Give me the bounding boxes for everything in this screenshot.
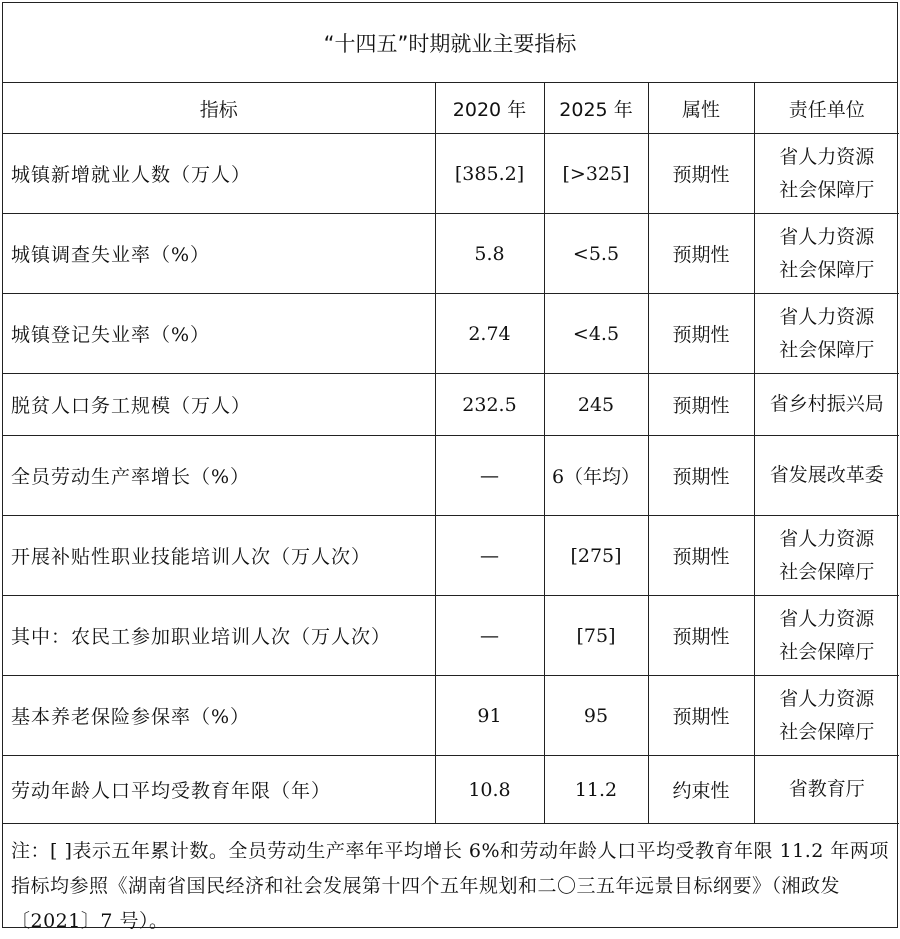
responsible-unit-cell: [754, 756, 899, 824]
indicator-cell: 城镇调查失业率（%）: [3, 214, 435, 294]
attribute-cell: 预期性: [648, 134, 754, 214]
responsible-unit-line: 社会保障厅: [779, 338, 875, 361]
attribute-cell: 预期性: [648, 436, 754, 516]
responsible-unit-line: 省人力资源: [779, 607, 875, 630]
value-2025-cell: [>325]: [544, 134, 648, 214]
responsible-unit-line: 省人力资源: [779, 305, 875, 328]
header-indicator: 指标: [3, 83, 435, 134]
value-2020-cell: 2.74: [435, 294, 544, 374]
value-2025-cell: 11.2: [544, 756, 648, 824]
responsible-unit-line: 社会保障厅: [779, 258, 875, 281]
responsible-unit-line: 省人力资源: [779, 225, 875, 248]
attribute-cell: 预期性: [648, 214, 754, 294]
value-2025-cell: 245: [544, 374, 648, 436]
value-2020-cell: —: [435, 596, 544, 676]
header-attribute: 属性: [648, 83, 754, 134]
attribute-cell: 约束性: [648, 756, 754, 824]
responsible-unit-cell: [754, 214, 899, 294]
header-2020: 2020 年: [435, 83, 544, 134]
indicator-table-document: [2, 2, 898, 932]
value-2020-cell: 10.8: [435, 756, 544, 824]
responsible-unit-cell: [754, 596, 899, 676]
header-responsible-unit: 责任单位: [754, 83, 899, 134]
table-row: [3, 134, 899, 214]
indicator-cell: 其中：农民工参加职业培训人次（万人次）: [3, 596, 435, 676]
attribute-cell: 预期性: [648, 596, 754, 676]
value-2020-cell: 91: [435, 676, 544, 756]
value-2020-cell: —: [435, 516, 544, 596]
header-row: [3, 83, 899, 134]
table-row: [3, 756, 899, 824]
table-row: [3, 294, 899, 374]
value-2025-cell: [75]: [544, 596, 648, 676]
responsible-unit-line: 社会保障厅: [779, 178, 875, 201]
value-2020-cell: 5.8: [435, 214, 544, 294]
footnote: 注：[ ]表示五年累计数。全员劳动生产率年平均增长 6%和劳动年龄人口平均受教育年限 11.2 年两项指标均参照《湖南省国民经济和社会发展第十四个五年规划和二〇三五年远景目标纲要》（湘政发〔2021〕7 号）。: [11, 840, 889, 932]
responsible-unit-cell: [754, 374, 899, 436]
responsible-unit-cell: [754, 436, 899, 516]
value-2025-cell: 95: [544, 676, 648, 756]
header-2025: 2025 年: [544, 83, 648, 134]
value-2020-cell: —: [435, 436, 544, 516]
value-2020-cell: [385.2]: [435, 134, 544, 214]
value-2020-cell: 232.5: [435, 374, 544, 436]
responsible-unit-line: 省教育厅: [788, 778, 865, 800]
indicator-cell: 开展补贴性职业技能培训人次（万人次）: [3, 516, 435, 596]
indicator-table: [3, 83, 899, 824]
indicator-cell: 劳动年龄人口平均受教育年限（年）: [3, 756, 435, 824]
value-2025-cell: <5.5: [544, 214, 648, 294]
table-title: “十四五”时期就业主要指标: [3, 3, 897, 83]
table-row: [3, 516, 899, 596]
attribute-cell: 预期性: [648, 374, 754, 436]
responsible-unit-line: 社会保障厅: [779, 720, 875, 743]
indicator-cell: 全员劳动生产率增长（%）: [3, 436, 435, 516]
responsible-unit-line: 社会保障厅: [779, 560, 875, 583]
responsible-unit-line: 省人力资源: [779, 687, 875, 710]
responsible-unit-cell: [754, 294, 899, 374]
table-row: [3, 596, 899, 676]
attribute-cell: 预期性: [648, 516, 754, 596]
responsible-unit-cell: [754, 676, 899, 756]
table-row: [3, 676, 899, 756]
attribute-cell: 预期性: [648, 294, 754, 374]
indicator-cell: 城镇新增就业人数（万人）: [3, 134, 435, 214]
table-row: [3, 374, 899, 436]
responsible-unit-cell: [754, 134, 899, 214]
table-row: [3, 214, 899, 294]
responsible-unit-line: 省发展改革委: [769, 464, 884, 486]
indicator-cell: 脱贫人口务工规模（万人）: [3, 374, 435, 436]
value-2025-cell: 6（年均）: [544, 436, 648, 516]
value-2025-cell: [275]: [544, 516, 648, 596]
responsible-unit-line: 省人力资源: [779, 145, 875, 168]
value-2025-cell: <4.5: [544, 294, 648, 374]
indicator-cell: 城镇登记失业率（%）: [3, 294, 435, 374]
responsible-unit-line: 省人力资源: [779, 527, 875, 550]
responsible-unit-cell: [754, 516, 899, 596]
responsible-unit-line: 社会保障厅: [779, 640, 875, 663]
attribute-cell: 预期性: [648, 676, 754, 756]
table-row: [3, 436, 899, 516]
indicator-cell: 基本养老保险参保率（%）: [3, 676, 435, 756]
responsible-unit-line: 省乡村振兴局: [769, 393, 884, 415]
